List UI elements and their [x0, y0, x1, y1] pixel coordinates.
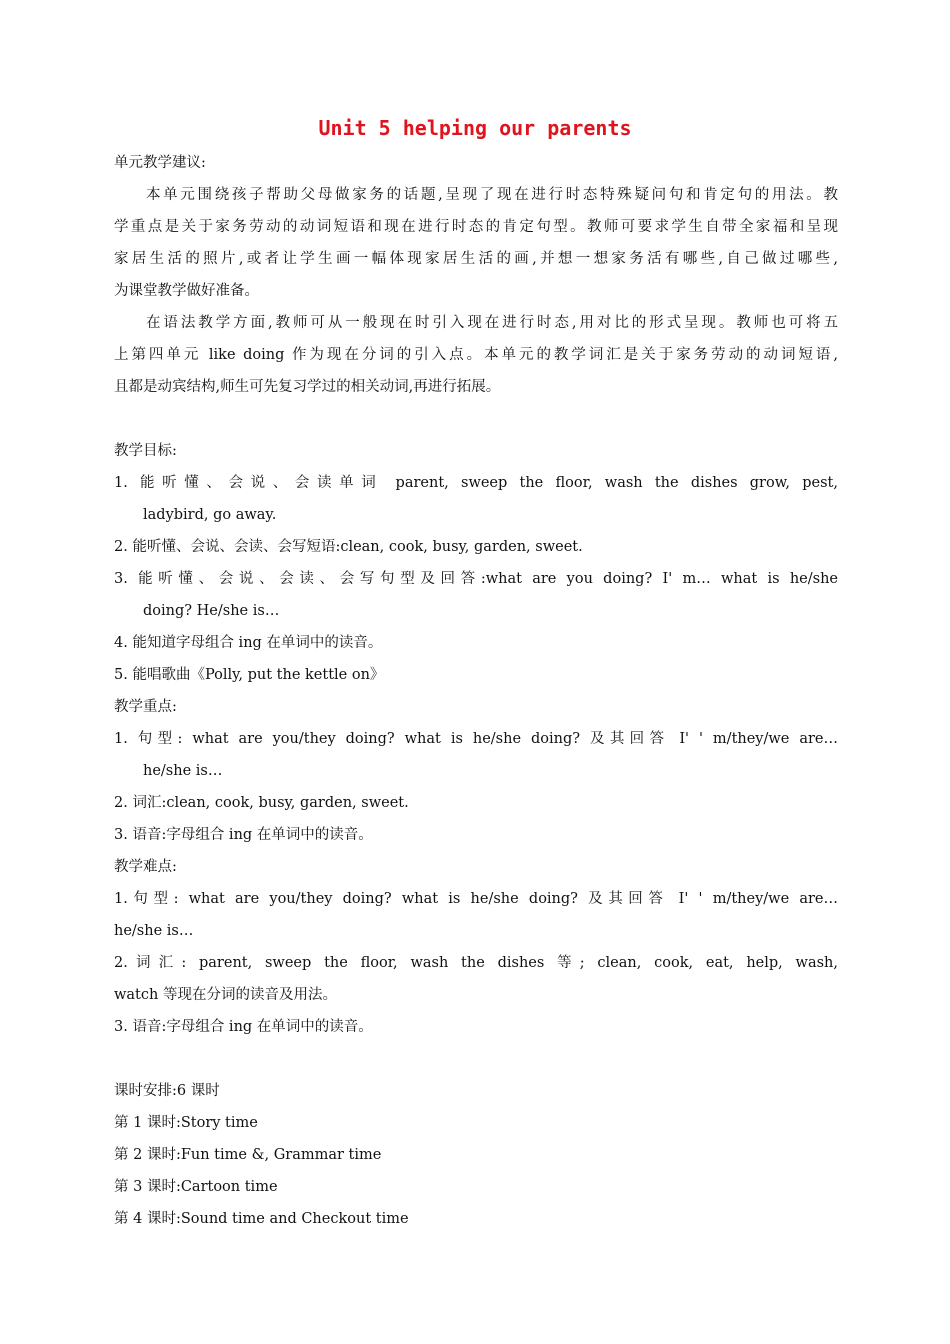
paragraph-line: 且都是动宾结构,师生可先复习学过的相关动词,再进行拓展。	[114, 379, 501, 395]
list-item: 1. 能听懂、会说、会读单词 parent, sweep the floor, wash the dishes grow, pest,	[114, 475, 838, 491]
list-item: 2.词汇: parent, sweep the floor, wash the dishes 等; clean, cook, eat, help, wash,	[114, 955, 838, 971]
section-heading-objectives: 教学目标:	[114, 443, 177, 459]
paragraph-line: 本单元围绕孩子帮助父母做家务的话题,呈现了现在进行时态特殊疑问句和肯定句的用法。教	[146, 187, 838, 203]
schedule-item: 第 2 课时:Fun time &, Grammar time	[114, 1147, 382, 1163]
schedule-item: 第 4 课时:Sound time and Checkout time	[114, 1211, 409, 1227]
paragraph-line: 在语法教学方面,教师可从一般现在时引入现在进行时态,用对比的形式呈现。教师也可将五	[146, 315, 838, 331]
list-item: 2. 词汇:clean, cook, busy, garden, sweet.	[114, 795, 409, 811]
list-item-continuation: he/she is…	[143, 763, 223, 779]
paragraph-line: 家居生活的照片,或者让学生画一幅体现家居生活的画,并想一想家务活有哪些,自己做过哪些,	[114, 251, 838, 267]
list-item: 3. 语音:字母组合 ing 在单词中的读音。	[114, 1019, 373, 1035]
list-item-continuation: he/she is…	[114, 923, 194, 939]
section-heading-suggestions: 单元教学建议:	[114, 155, 206, 171]
list-item-continuation: doing? He/she is…	[143, 603, 280, 619]
list-item: 5. 能唱歌曲《Polly, put the kettle on》	[114, 667, 385, 683]
list-item: 3. 能听懂、会说、会读、会写句型及回答:what are you doing? I' m… what is he/she	[114, 571, 838, 587]
list-item-continuation: watch 等现在分词的读音及用法。	[114, 987, 337, 1003]
section-heading-schedule: 课时安排:6 课时	[114, 1083, 220, 1099]
list-item: 1.句型: what are you/they doing? what is he/she doing? 及其回答 I' ' m/they/we are…	[114, 891, 838, 907]
section-heading-key-points: 教学重点:	[114, 699, 177, 715]
list-item: 4. 能知道字母组合 ing 在单词中的读音。	[114, 635, 383, 651]
section-heading-difficulties: 教学难点:	[114, 859, 177, 875]
paragraph-line: 上第四单元 like doing 作为现在分词的引入点。本单元的教学词汇是关于家务劳动的动词短语,	[114, 347, 838, 363]
list-item: 1. 句型: what are you/they doing? what is he/she doing? 及其回答 I' ' m/they/we are…	[114, 731, 838, 747]
list-item: 3. 语音:字母组合 ing 在单词中的读音。	[114, 827, 373, 843]
list-item: 2. 能听懂、会说、会读、会写短语:clean, cook, busy, garden, sweet.	[114, 539, 583, 555]
schedule-item: 第 3 课时:Cartoon time	[114, 1179, 278, 1195]
paragraph-line: 为课堂教学做好准备。	[114, 283, 259, 299]
list-item-continuation: ladybird, go away.	[143, 507, 277, 523]
paragraph-line: 学重点是关于家务劳动的动词短语和现在进行时态的肯定句型。教师可要求学生自带全家福和呈现	[114, 219, 838, 235]
document-title: Unit 5 helping our parents	[318, 116, 632, 140]
schedule-item: 第 1 课时:Story time	[114, 1115, 258, 1131]
